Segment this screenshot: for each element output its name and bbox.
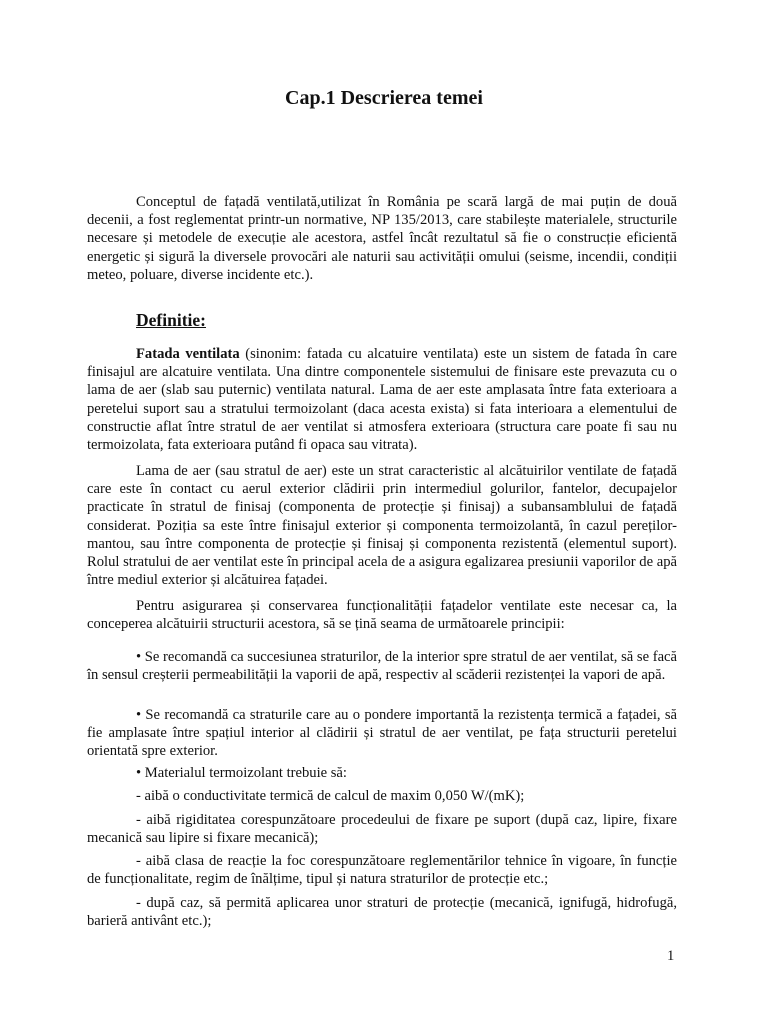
intro-paragraph: Conceptul de fațadă ventilată,utilizat în România pe scară largă de mai puțin de două decenii, a fost reglementat printr-un normative, NP 135/2013, care stabilește materialele, structurile necesare și metodele de execuție ale acestora, astfel încât rezultatul să fie o construcție eficientă energetic și sigură la diversele provocări ale naturii sau activității omului (seisme, incendii, condiții meteo, poluare, diverse incidente etc.). — [87, 194, 677, 283]
bullet-item: • Se recomandă ca succesiunea straturilor, de la interior spre stratul de aer ventilat, să se facă în sensul creșterii permeabilității la vaporii de apă, respectiv al scăderii rezistenței la vapori de apă. — [87, 649, 678, 684]
definition-heading: Definitie: — [136, 310, 206, 330]
dash-item: - după caz, să permită aplicarea unor straturi de protecție (mecanică, ignifugă, hidrofugă, barieră antivânt etc.); — [87, 895, 677, 930]
principles-intro-paragraph: Pentru asigurarea și conservarea funcționalității fațadelor ventilate este necesar ca, la conceperea alcătuirii structurii acestora, să se țină seama de următoarele principii: — [87, 598, 677, 633]
definition-paragraph — [87, 345, 677, 454]
bullet-item: • Se recomandă ca straturile care au o pondere importantă la rezistența termică a fațadei, să fie amplasate între spațiul interior al clădirii și stratul de aer ventilat, pe fața structurii peretelui orientată spre exterior. — [87, 707, 677, 760]
dash-item: - aibă rigiditatea corespunzătoare procedeului de fixare pe suport (după caz, lipire, fixare mecanică sau lipire si fixare mecanică); — [87, 812, 677, 847]
bullet-item: • Materialul termoizolant trebuie să: — [136, 765, 347, 781]
page-number: 1 — [667, 948, 675, 964]
definition-term: Fatada ventilata — [136, 346, 240, 362]
chapter-title: Cap.1 Descrierea temei — [285, 87, 483, 109]
air-layer-paragraph: Lama de aer (sau stratul de aer) este un strat caracteristic al alcătuirilor ventilate de fațadă care este în contact cu aerul exterior clădirii prin intermediul golurilor, fantelor, decupajelor practicate în stratul de finisaj (componenta de protecție și finisaj) a subansamblului de fațadă considerat. Poziția sa este între finisajul exterior și componenta termoizolantă, în cazul pereților-mantou, sau între componenta de protecție și finisaj și componenta rezistentă (elementul suport). Rolul stratului de aer ventilat este în principal acela de a asigura egalizarea presiunii vaporilor de apă între mediul exterior și alcătuirea fațadei. — [87, 463, 677, 589]
dash-item: - aibă clasa de reacție la foc corespunzătoare reglementărilor tehnice în vigoare, în funcție de funcționalitate, regim de înălțime, tipul și natura straturilor de protecție etc.; — [87, 853, 677, 888]
dash-item: - aibă o conductivitate termică de calcul de maxim 0,050 W/(mK); — [136, 788, 525, 804]
definition-text: (sinonim: fatada cu alcatuire ventilata) este un sistem de fatada în care finisajul are alcatuire ventilata. Una dintre componentele sistemului de finisare este prevazuta cu o lama de aer (slab sau puternic) ventilata natural. Lama de aer este amplasata între fata exterioara a peretelui suport sau a stratului termoizolant (daca acesta exista) si fata interioara a elementului de constructie aflat între stratul de aer ventilat si atmosfera exterioara (structura care poate fi sau nu termoizolata, fata exterioara putând fi opaca sau vitrata). — [87, 346, 677, 454]
